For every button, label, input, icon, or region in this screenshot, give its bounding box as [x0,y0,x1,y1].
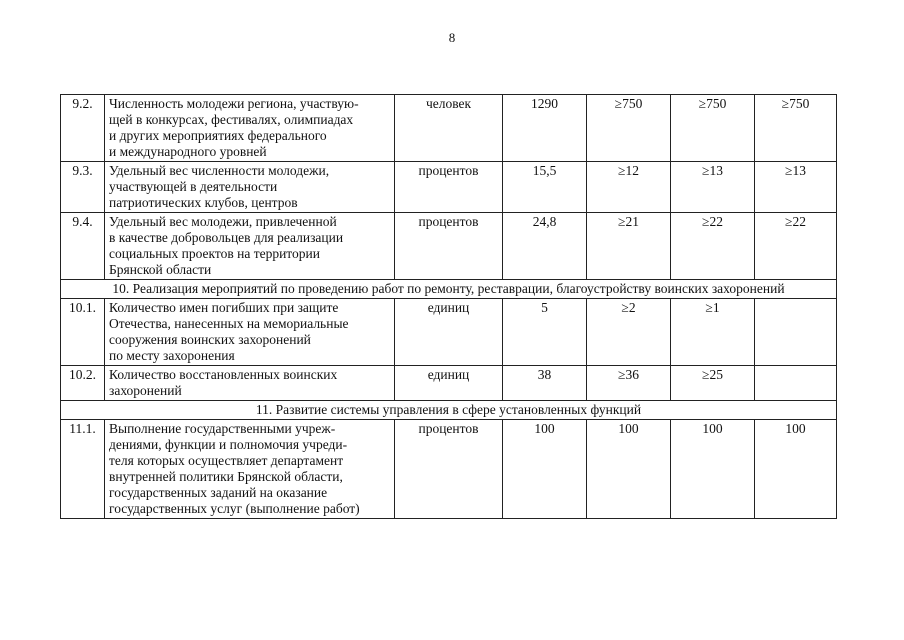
description-line: социальных проектов на территории [109,246,320,261]
unit-cell: процентов [395,162,503,213]
description-line: Численность молодежи региона, участвую- [109,96,359,111]
table-row [61,213,837,280]
description-line: Брянской области [109,262,212,277]
description-line: Удельный вес численности молодежи, [109,163,330,178]
value-base: 15,5 [503,162,587,213]
value-year-3 [755,366,837,401]
section-row [61,280,837,299]
section-heading: 10. Реализация мероприятий по проведению работ по ремонту, реставрации, благоустройству воинских захоронений [61,280,837,299]
value-year-1: 100 [587,420,671,519]
indicator-description [105,162,395,213]
value-year-1: ≥2 [587,299,671,366]
description-line: Количество восстановленных воинских [109,367,338,382]
value-year-2: ≥1 [671,299,755,366]
page-number: 8 [448,30,456,45]
value-base: 1290 [503,95,587,162]
section-heading: 11. Развитие системы управления в сфере установленных функций [61,401,837,420]
value-base: 5 [503,299,587,366]
indicators-table [60,94,837,519]
description-line: по месту захоронения [109,348,235,363]
description-line: дениями, функции и полномочия учреди- [109,437,348,452]
value-year-3: ≥22 [755,213,837,280]
description-line: и других мероприятиях федерального [109,128,327,143]
description-line: в качестве добровольцев для реализации [109,230,344,245]
table-row [61,95,837,162]
description-line: внутренней политики Брянской области, [109,469,343,484]
unit-cell: единиц [395,366,503,401]
table-row [61,420,837,519]
indicator-description [105,420,395,519]
value-base: 24,8 [503,213,587,280]
description-line: Удельный вес молодежи, привлеченной [109,214,337,229]
value-year-1: ≥12 [587,162,671,213]
value-year-3: 100 [755,420,837,519]
description-line: Отечества, нанесенных на мемориальные [109,316,349,331]
value-year-2: ≥13 [671,162,755,213]
indicator-description [105,366,395,401]
unit-cell: человек [395,95,503,162]
value-year-3: ≥13 [755,162,837,213]
description-line: и международного уровней [109,144,267,159]
indicator-description [105,95,395,162]
value-year-2: ≥25 [671,366,755,401]
value-year-3: ≥750 [755,95,837,162]
unit-cell: единиц [395,299,503,366]
table-row [61,366,837,401]
table-row [61,299,837,366]
row-number: 11.1. [61,420,105,519]
description-line: Количество имен погибших при защите [109,300,339,315]
description-line: патриотических клубов, центров [109,195,298,210]
value-base: 38 [503,366,587,401]
unit-cell: процентов [395,420,503,519]
table-row [61,162,837,213]
description-line: участвующей в деятельности [109,179,278,194]
row-number: 9.3. [61,162,105,213]
value-base: 100 [503,420,587,519]
row-number: 10.2. [61,366,105,401]
row-number: 9.4. [61,213,105,280]
description-line: щей в конкурсах, фестивалях, олимпиадах [109,112,354,127]
value-year-3 [755,299,837,366]
value-year-1: ≥750 [587,95,671,162]
section-row [61,401,837,420]
description-line: захоронений [109,383,182,398]
description-line: сооружения воинских захоронений [109,332,311,347]
unit-cell: процентов [395,213,503,280]
indicator-description [105,299,395,366]
description-line: Выполнение государственными учреж- [109,421,336,436]
value-year-2: ≥22 [671,213,755,280]
value-year-2: ≥750 [671,95,755,162]
row-number: 10.1. [61,299,105,366]
indicator-description [105,213,395,280]
description-line: теля которых осуществляет департамент [109,453,344,468]
description-line: государственных заданий на оказание [109,485,328,500]
value-year-1: ≥21 [587,213,671,280]
row-number: 9.2. [61,95,105,162]
description-line: государственных услуг (выполнение работ) [109,501,360,516]
value-year-2: 100 [671,420,755,519]
value-year-1: ≥36 [587,366,671,401]
